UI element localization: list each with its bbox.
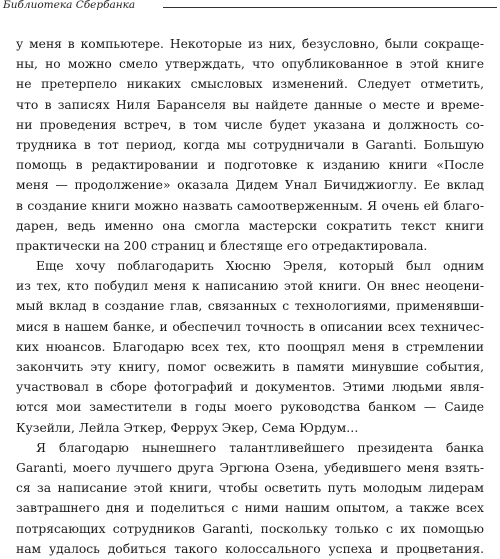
text-line: закончить эту книгу, помог освежить в памяти минувшие события, [16,360,484,374]
running-header [3,0,497,14]
text-line: дарен, ведь именно она смогла мастерски сократить текст книги [16,218,484,233]
text-line: Кузейли, Лейла Эткер, Феррух Экер, Сема Юрдум… [16,420,359,435]
text-line: ся за написание этой книги, чтобы осветить путь молодым лидерам [16,481,484,496]
text-line: завтрашнего дня и поделиться с ними нашим опытом, а также всех [16,501,484,516]
text-line: Garanti, моего лучшего друга Эргюна Озена, убедившего меня взять- [16,460,484,475]
text-line: Еще хочу поблагодарить Хюсню Эреля, который был одним [36,259,484,274]
text-line: ны, но можно смело утверждать, что опубликованное в этой книге [16,57,484,72]
text-line: мися в нашем банке, и обеспечил точность в описании всех техничес- [16,319,484,334]
text-line: ни проведения встреч, в том числе будет указана и должность со- [16,117,484,132]
text-line: ются мои заместители в годы моего руководства банком — Саиде [16,400,484,415]
body-text [16,34,484,559]
text-line: из тех, кто побудил меня к написанию этой книги. Он внес неоцени- [16,279,484,294]
text-line: мый вклад в создание глав, связанных с технологиями, применявши- [16,299,484,314]
text-line: потрясающих сотрудников Garanti, поскольку только с их помощью [16,521,484,536]
text-line: нам удалось добиться такого колоссального успеха и процветания. [16,541,484,556]
text-line: у меня в компьютере. Некоторые из них, безусловно, были сокраще- [16,37,484,51]
text-line: участвовал в сборе фотографий и документов. Этими людьми явля- [16,380,484,395]
running-header-title: Библиотека Сбербанка [3,0,136,11]
text-line: ких нюансов. Благодарю всех тех, кто поощрял меня в стремлении [16,339,484,354]
header-rule [163,7,497,8]
text-line: что в записях Ниля Баранселя вы найдете данные о месте и време- [16,97,484,112]
text-line: трудника в тот период, когда мы сотрудничали в Garanti. Большую [16,137,484,152]
text-line: не претерпело никаких смысловых изменений. Следует отметить, [16,77,484,92]
text-line: практически на 200 страниц и блестяще его отредактировала. [16,238,428,253]
text-line: помощь в редактировании и подготовке к изданию книги «После [16,158,484,173]
text-line: Я благодарю нынешнего талантливейшего президента банка [36,440,484,455]
text-line: в создание книги можно назвать самоотверженным. Я очень ей благо- [16,198,484,213]
text-line: меня — продолжение» оказала Дидем Унал Бичиджиоглу. Ее вклад [16,178,484,193]
